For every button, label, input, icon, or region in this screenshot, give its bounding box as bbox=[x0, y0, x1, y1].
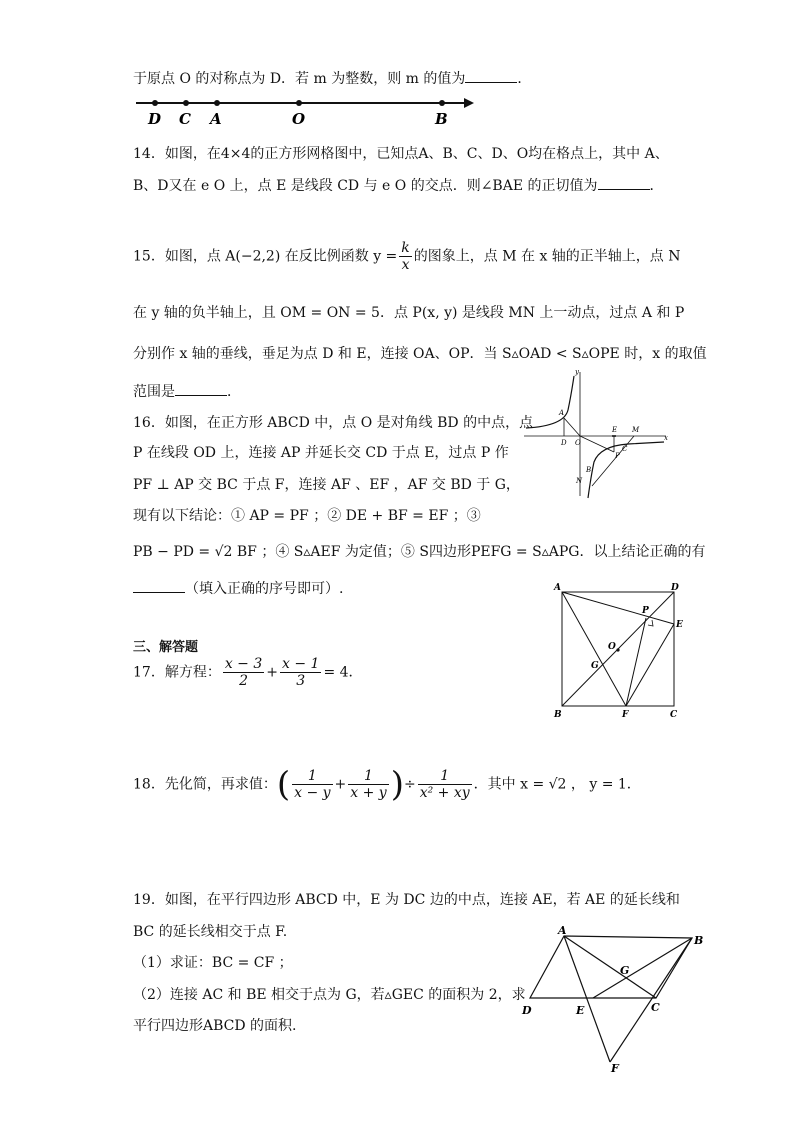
svg-text:F: F bbox=[611, 1062, 619, 1074]
svg-text:N: N bbox=[576, 477, 583, 485]
svg-text:B: B bbox=[586, 466, 592, 474]
fraction-3: $\frac{1}{\text{x² + xy}}$ bbox=[419, 768, 470, 801]
q19-figure bbox=[518, 922, 712, 1074]
q18-expression: 18．先化简，再求值：( $\frac{1}{x - y}$ + $\frac{1}{x + y}$ )÷ $\frac{1}{\text{x² + xy}}$ ．其中 x = √2 ， y = 1． bbox=[133, 764, 641, 805]
q17-equation: 17．解方程： $\frac{x - 3}{2}$ + $\frac{x - 1}{3}$ = 4． bbox=[133, 656, 363, 689]
svg-text:D: D bbox=[522, 1004, 532, 1017]
q19-line4: （2）连接 AC 和 BE 相交于点为 G，若▵GEC 的面积为 2，求 bbox=[133, 987, 526, 1003]
number-line-figure bbox=[130, 92, 480, 128]
svg-text:G: G bbox=[591, 661, 599, 671]
arrow-head bbox=[464, 98, 474, 108]
q15-line1: 15．如图，点 A(−2,2) 在反比例函数 y = $\frac{k}{x}$ 的图象上，点 M 在 x 轴的正半轴上，点 N bbox=[133, 240, 681, 273]
q16-line6: （填入正确的序号即可）. bbox=[133, 578, 343, 598]
svg-text:A: A bbox=[554, 583, 561, 593]
fraction-k-over-x: $\frac{k}{x}$ bbox=[401, 240, 410, 273]
svg-text:M: M bbox=[632, 426, 640, 434]
svg-text:F: F bbox=[622, 710, 629, 720]
q15-line4: 范围是 ． bbox=[133, 384, 241, 400]
label-o: O bbox=[292, 110, 306, 128]
q14-line1: 14．如图，在4×4的正方形网格图中，已知点A、B、C、D、O均在格点上，其中 A、 bbox=[133, 146, 669, 162]
q16-line4: 现有以下结论：① AP = PF ；② DE + BF = EF ；③ bbox=[133, 508, 481, 524]
label-d: D bbox=[148, 110, 162, 128]
fraction-2: $\frac{x - 1}{3}$ bbox=[282, 656, 320, 689]
svg-text:E: E bbox=[612, 426, 618, 434]
point-d bbox=[152, 100, 158, 106]
svg-text:D: D bbox=[671, 583, 679, 593]
q16-line3: PF ⊥ AP 交 BC 于点 F，连接 AF 、EF ，AF 交 BD 于 G， bbox=[133, 477, 520, 493]
svg-text:A: A bbox=[559, 409, 565, 417]
q16-line2: P 在线段 OD 上，连接 AP 并延长交 CD 于点 E，过点 P 作 bbox=[133, 445, 509, 461]
svg-text:B: B bbox=[554, 710, 562, 720]
fraction-1: $\frac{1}{x - y}$ bbox=[294, 768, 331, 801]
svg-text:G: G bbox=[620, 964, 630, 977]
q15-line3: 分别作 x 轴的垂线，垂足为点 D 和 E，连接 OA、OP．当 S▵OAD < S▵OPE 时，x 的取值 bbox=[133, 346, 707, 362]
point-b bbox=[439, 100, 445, 106]
svg-text:A: A bbox=[558, 924, 567, 937]
q14-line2: B、D又在 e O 上，点 E 是线段 CD 与 e O 的交点．则∠BAE 的正切值为 ． bbox=[133, 178, 664, 194]
q19-line5: 平行四边形ABCD 的面积. bbox=[133, 1018, 297, 1034]
svg-text:C: C bbox=[622, 445, 628, 453]
svg-text:C: C bbox=[670, 710, 678, 720]
q19-line3: （1）求证：BC = CF ； bbox=[133, 955, 293, 971]
svg-text:P: P bbox=[615, 452, 620, 460]
point-c bbox=[183, 100, 189, 106]
q15-figure bbox=[516, 366, 670, 500]
point-o bbox=[296, 100, 302, 106]
label-c: C bbox=[179, 110, 191, 128]
svg-text:x: x bbox=[664, 434, 668, 442]
q19-line2: BC 的延长线相交于点 F. bbox=[133, 924, 288, 940]
svg-text:P: P bbox=[642, 606, 649, 616]
section-header: 三、解答题 bbox=[133, 640, 199, 655]
q19-line1: 19．如图，在平行四边形 ABCD 中，E 为 DC 边的中点，连接 AE，若 AE 的延长线和 bbox=[133, 892, 680, 908]
fraction-1: $\frac{x - 3}{2}$ bbox=[224, 656, 263, 689]
answer-blank[interactable] bbox=[175, 383, 227, 396]
q16-line1: 16．如图，在正方形 ABCD 中，点 O 是对角线 BD 的中点，点 bbox=[133, 415, 534, 431]
q16-line5: PB − PD = √2 BF ；④ S▵AEF 为定值；⑤ S四边形PEFG = S▵APG．以上结论正确的有 bbox=[133, 544, 706, 560]
svg-text:D: D bbox=[561, 439, 567, 447]
q15-line2: 在 y 轴的负半轴上，且 OM = ON = 5．点 P(x, y) 是线段 MN 上一动点，过点 A 和 P bbox=[133, 305, 685, 321]
q13-line1: 于原点 O 的对称点为 D．若 m 为整数，则 m 的值为 ． bbox=[133, 71, 532, 87]
svg-text:B: B bbox=[694, 934, 704, 947]
svg-text:y: y bbox=[575, 368, 579, 376]
point-a bbox=[214, 100, 220, 106]
answer-blank[interactable] bbox=[465, 70, 517, 83]
label-a: A bbox=[210, 110, 222, 128]
q16-figure bbox=[548, 580, 698, 722]
svg-text:E: E bbox=[676, 620, 683, 630]
label-b: B bbox=[435, 110, 448, 128]
svg-text:O: O bbox=[608, 642, 616, 652]
fraction-2: $\frac{1}{x + y}$ bbox=[350, 768, 387, 801]
answer-blank[interactable] bbox=[598, 177, 650, 190]
svg-text:E: E bbox=[576, 1004, 585, 1017]
answer-blank[interactable] bbox=[133, 580, 185, 593]
svg-text:C: C bbox=[651, 1001, 660, 1014]
svg-text:O: O bbox=[575, 439, 581, 447]
